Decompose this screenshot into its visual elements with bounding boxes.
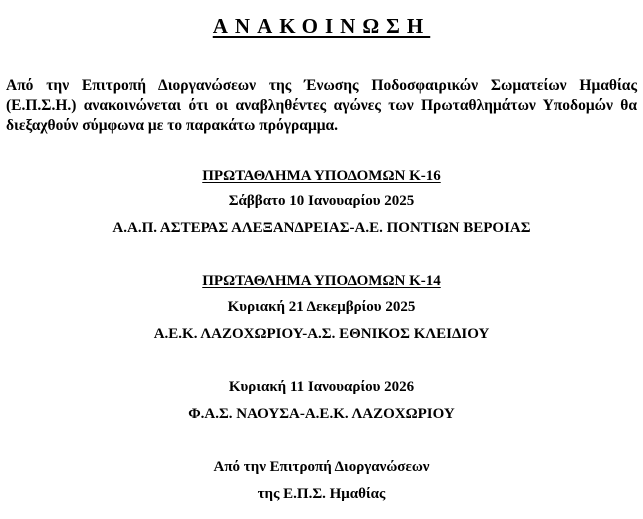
signature-line-1: Από την Επιτροπή Διοργανώσεων <box>213 459 430 475</box>
match-date: Κυριακή 21 Δεκεμβρίου 2025 <box>227 299 416 315</box>
match-fixture: Α.Α.Π. ΑΣΤΕΡΑΣ ΑΛΕΞΑΝΔΡΕΙΑΣ-Α.Ε. ΠΟΝΤΙΩΝ ΒΕΡΟΙΑΣ <box>112 220 531 236</box>
match-date: Κυριακή 11 Ιανουαρίου 2026 <box>228 379 415 395</box>
section-heading-k14: ΠΡΩΤΑΘΛΗΜΑ ΥΠΟΔΟΜΩΝ Κ-14 <box>202 273 441 289</box>
match-fixture: Α.Ε.Κ. ΛΑΖΟΧΩΡΙΟΥ-Α.Σ. ΕΘΝΙΚΟΣ ΚΛΕΙΔΙΟΥ <box>153 326 490 342</box>
match-fixture: Φ.Α.Σ. ΝΑΟΥΣΑ-Α.Ε.Κ. ΛΑΖΟΧΩΡΙΟΥ <box>188 406 455 422</box>
match-date: Σάββατο 10 Ιανουαρίου 2025 <box>228 193 415 209</box>
section-heading-k16: ΠΡΩΤΑΘΛΗΜΑ ΥΠΟΔΟΜΩΝ Κ-16 <box>202 168 441 184</box>
announcement-title: ΑΝΑΚΟΙΝΩΣΗ <box>212 14 431 38</box>
intro-paragraph: Από την Επιτροπή Διοργανώσεων της Ένωσης Ποδοσφαιρικών Σωματείων Ημαθίας (Ε.Π.Σ.Η.) ανακοινώνεται ότι οι αναβληθέντες αγώνες των Πρωταθλημάτων Υποδομών θα διεξαχθούν σύμφωνα με το παρακάτω πρόγραμμα. <box>6 77 637 134</box>
signature-line-2: της Ε.Π.Σ. Ημαθίας <box>257 486 386 502</box>
